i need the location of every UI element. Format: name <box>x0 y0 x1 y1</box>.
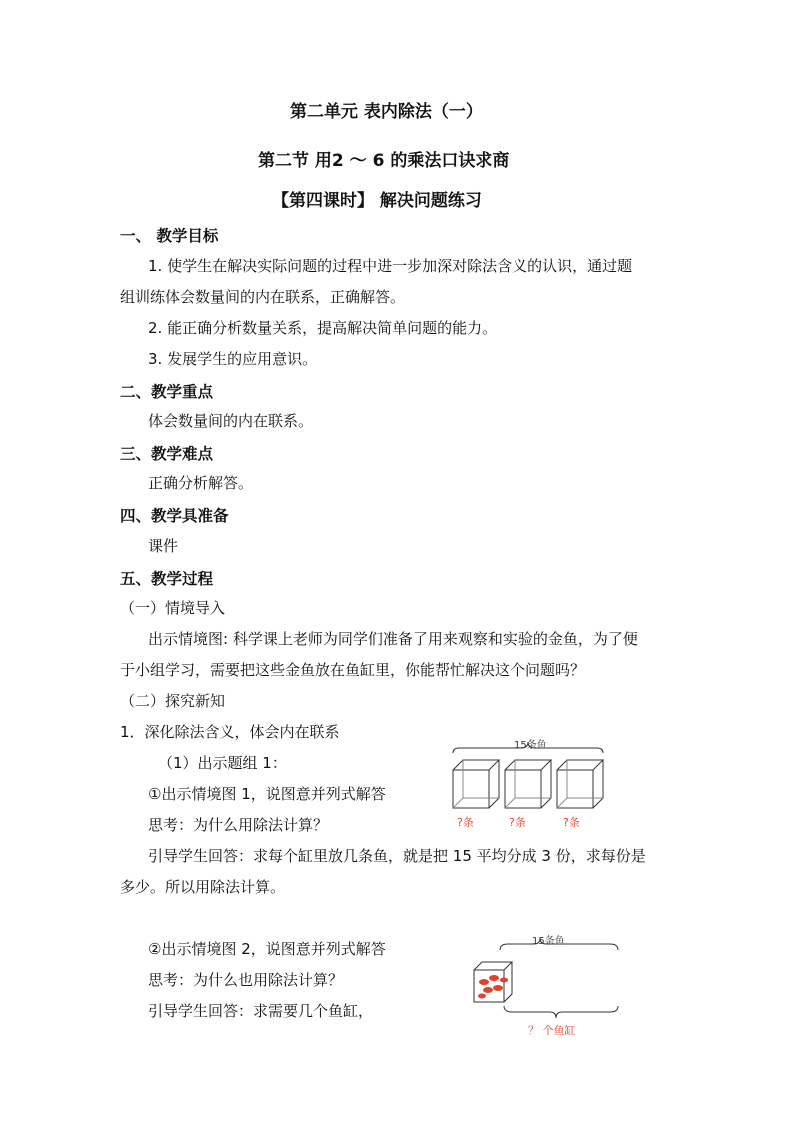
objective-1-line-2: 组训练体会数量间的内在联系，正确解答。 <box>120 288 406 306</box>
section-title: 第二节 用2 ～ 6 的乘法口诀求商 <box>258 151 510 171</box>
tank-3 <box>557 760 603 808</box>
key-points-text: 体会数量间的内在联系。 <box>148 412 314 430</box>
figure-2-bottom-label: ？ 个鱼缸 <box>528 1024 576 1037</box>
figure-1-fish-tanks <box>443 738 613 834</box>
objective-3: 3. 发展学生的应用意识。 <box>148 350 318 368</box>
lesson-title: 【第四课时】 解决问题练习 <box>272 191 482 211</box>
process-heading: 五、教学过程 <box>120 570 214 588</box>
key-points-heading: 二、教学重点 <box>120 383 214 401</box>
materials-text: 课件 <box>148 537 179 555</box>
tank-1 <box>453 760 499 808</box>
think2-text: 思考：为什么也用除法计算？ <box>148 971 344 989</box>
objective-1-line-1: 1. 使学生在解决实际问题的过程中进一步加深对除法含义的认识，通过题 <box>148 257 633 275</box>
part2-sub1: 1．深化除法含义，体会内在联系 <box>120 723 340 741</box>
figure-1-total-label: 15条鱼 <box>514 740 547 751</box>
answer1-line-2: 多少。所以用除法计算。 <box>120 878 286 896</box>
think1-text: 思考：为什么用除法计算？ <box>148 816 329 834</box>
figure-2-total-label: 15条鱼 <box>532 936 565 947</box>
tank-2-label: ?条 <box>509 816 526 829</box>
tank-3-label: ?条 <box>563 816 580 829</box>
materials-heading: 四、教学具准备 <box>120 507 229 525</box>
answer2-text: 引导学生回答：求需要几个鱼缸， <box>148 1002 374 1020</box>
difficulties-heading: 三、教学难点 <box>120 445 214 463</box>
part1-line-1: 出示情境图: 科学课上老师为同学们准备了用来观察和实验的金鱼，为了便 <box>148 630 638 648</box>
objective-2: 2. 能正确分析数量关系，提高解决简单问题的能力。 <box>148 319 498 337</box>
part1-line-2: 于小组学习，需要把这些金鱼放在鱼缸里，你能帮忙解决这个问题吗？ <box>120 661 586 679</box>
objectives-heading: 一、 教学目标 <box>120 227 219 245</box>
part2-label: （二）探究新知 <box>120 692 226 710</box>
tank-1-label: ?条 <box>457 816 474 829</box>
answer1-line-1: 引导学生回答：求每个缸里放几条鱼，就是把 15 平均分成 3 份，求每份是 <box>148 847 646 865</box>
figure-2-fish-tank <box>470 930 630 1038</box>
group1-label: （1）出示题组 1： <box>158 754 287 772</box>
part1-label: （一）情境导入 <box>120 599 226 617</box>
figure-2-bottom-brace <box>504 1006 618 1018</box>
unit-title: 第二单元 表内除法（一） <box>290 102 483 122</box>
step1-text: ①出示情境图 1，说图意并列式解答 <box>148 785 386 803</box>
difficulties-text: 正确分析解答。 <box>148 474 254 492</box>
step2-text: ②出示情境图 2，说图意并列式解答 <box>148 940 386 958</box>
tank-2 <box>505 760 551 808</box>
